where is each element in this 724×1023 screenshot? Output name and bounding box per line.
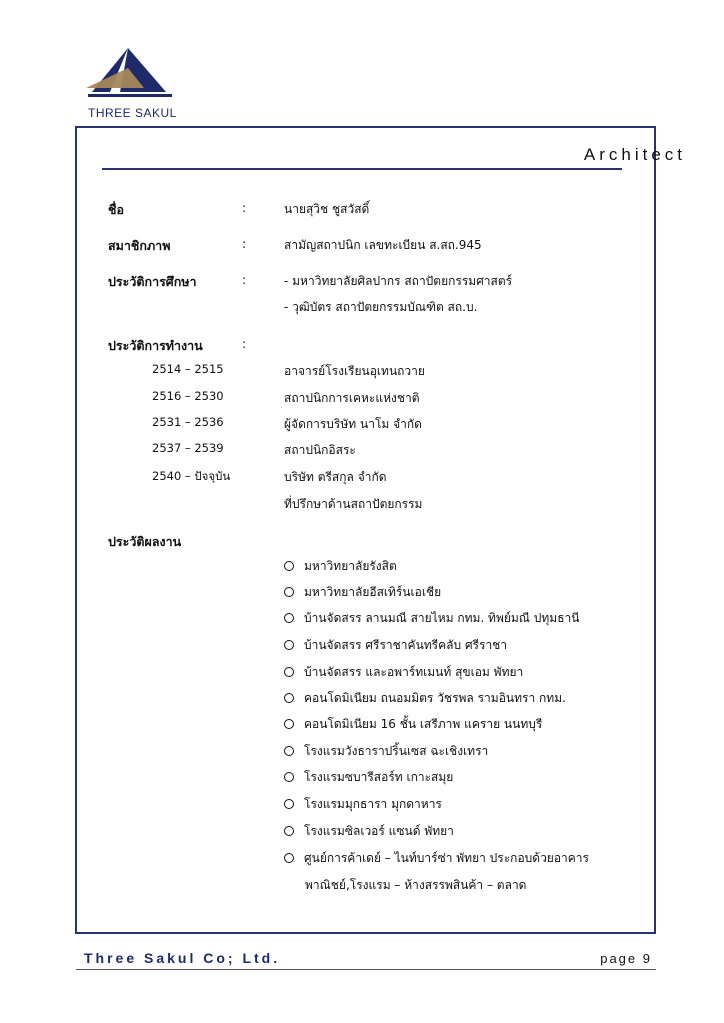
circle-bullet-icon [284,587,294,597]
membership-value: สามัญสถาปนิก เลขทะเบียน ส.สถ.945 [284,238,482,252]
circle-bullet-icon [284,613,294,623]
page-title: Architect [583,145,686,164]
work-desc: ที่ปรึกษาด้านสถาปัตยกรรม [284,497,423,511]
name-label: ชื่อ [108,202,124,217]
footer-company: Three Sakul Co; Ltd. [84,950,281,966]
work-years: 2540 – ปัจจุบัน [152,469,231,483]
work-years: 2537 – 2539 [152,441,224,455]
portfolio-item: คอนโดมิเนียม ถนอมมิตร วัชรพล รามอินทรา กทม. [284,689,566,708]
work-label: ประวัติการทำงาน [108,338,203,353]
portfolio-item: โรงแรมซิลเวอร์ แซนด์ พัทยา [284,822,454,841]
logo-triangle-icon [84,44,176,106]
page-number: page 9 [600,951,652,966]
portfolio-item: บ้านจัดสรร และอพาร์ทเมนท์ สุขเอม พัทยา [284,663,523,682]
circle-bullet-icon [284,853,294,863]
portfolio-item: ศูนย์การค้าเดย์ – ไนท์บาร์ซ่า พัทยา ประกอบด้วยอาคาร [284,849,589,868]
portfolio-label: ประวัติผลงาน [108,534,182,549]
circle-bullet-icon [284,799,294,809]
circle-bullet-icon [284,561,294,571]
portfolio-item: โรงแรมซบารีสอร์ท เกาะสมุย [284,768,453,787]
logo-text: THREE SAKUL [88,106,177,120]
education-label: ประวัติการศึกษา [108,274,197,289]
work-years: 2531 – 2536 [152,415,224,429]
portfolio-item: บ้านจัดสรร ลานมณี สายไหม กทม. ทิพย์มณี ปทุมธานี [284,609,579,628]
company-logo [84,44,176,120]
circle-bullet-icon [284,772,294,782]
name-colon: : [242,200,247,215]
work-years: 2514 – 2515 [152,362,224,376]
footer-divider [76,969,656,970]
portfolio-item-continuation: พาณิชย์,โรงแรม – ห้างสรรพสินค้า – ตลาด [305,878,527,892]
work-desc: อาจารย์โรงเรียนอุเทนถวาย [284,364,425,378]
work-desc: ผู้จัดการบริษัท นาโม จำกัด [284,417,422,431]
portfolio-item: โรงแรมวังธาราปริ้นเซส ฉะเชิงเทรา [284,742,488,761]
portfolio-item: โรงแรมมุกธารา มุกดาหาร [284,795,442,814]
portfolio-item: มหาวิทยาลัยอีสเทิร์นเอเชีย [284,583,441,602]
name-value: นายสุวิช ชูสวัสดิ์ [284,202,370,216]
work-desc: สถาปนิกอิสระ [284,443,356,457]
work-desc: บริษัท ตรีสกุล จำกัด [284,470,387,484]
education-colon: : [242,272,247,287]
circle-bullet-icon [284,640,294,650]
portfolio-item: บ้านจัดสรร ศรีราชาคันทรีคลับ ศรีราชา [284,636,507,655]
portfolio-item: คอนโดมิเนียม 16 ชั้น เสรีภาพ แคราย นนทบุรี [284,715,542,734]
work-colon: : [242,336,247,351]
circle-bullet-icon [284,719,294,729]
title-divider [102,168,622,170]
circle-bullet-icon [284,693,294,703]
portfolio-item: มหาวิทยาลัยรังสิต [284,557,397,576]
education-item: - วุฒิบัตร สถาปัตยกรรมบัณฑิต สถ.บ. [284,300,478,314]
circle-bullet-icon [284,826,294,836]
work-years: 2516 – 2530 [152,389,224,403]
membership-colon: : [242,236,247,251]
work-desc: สถาปนิกการเคหะแห่งชาติ [284,391,420,405]
circle-bullet-icon [284,667,294,677]
education-item: - มหาวิทยาลัยศิลปากร สถาปัตยกรรมศาสตร์ [284,274,513,288]
circle-bullet-icon [284,746,294,756]
membership-label: สมาชิกภาพ [108,238,171,253]
